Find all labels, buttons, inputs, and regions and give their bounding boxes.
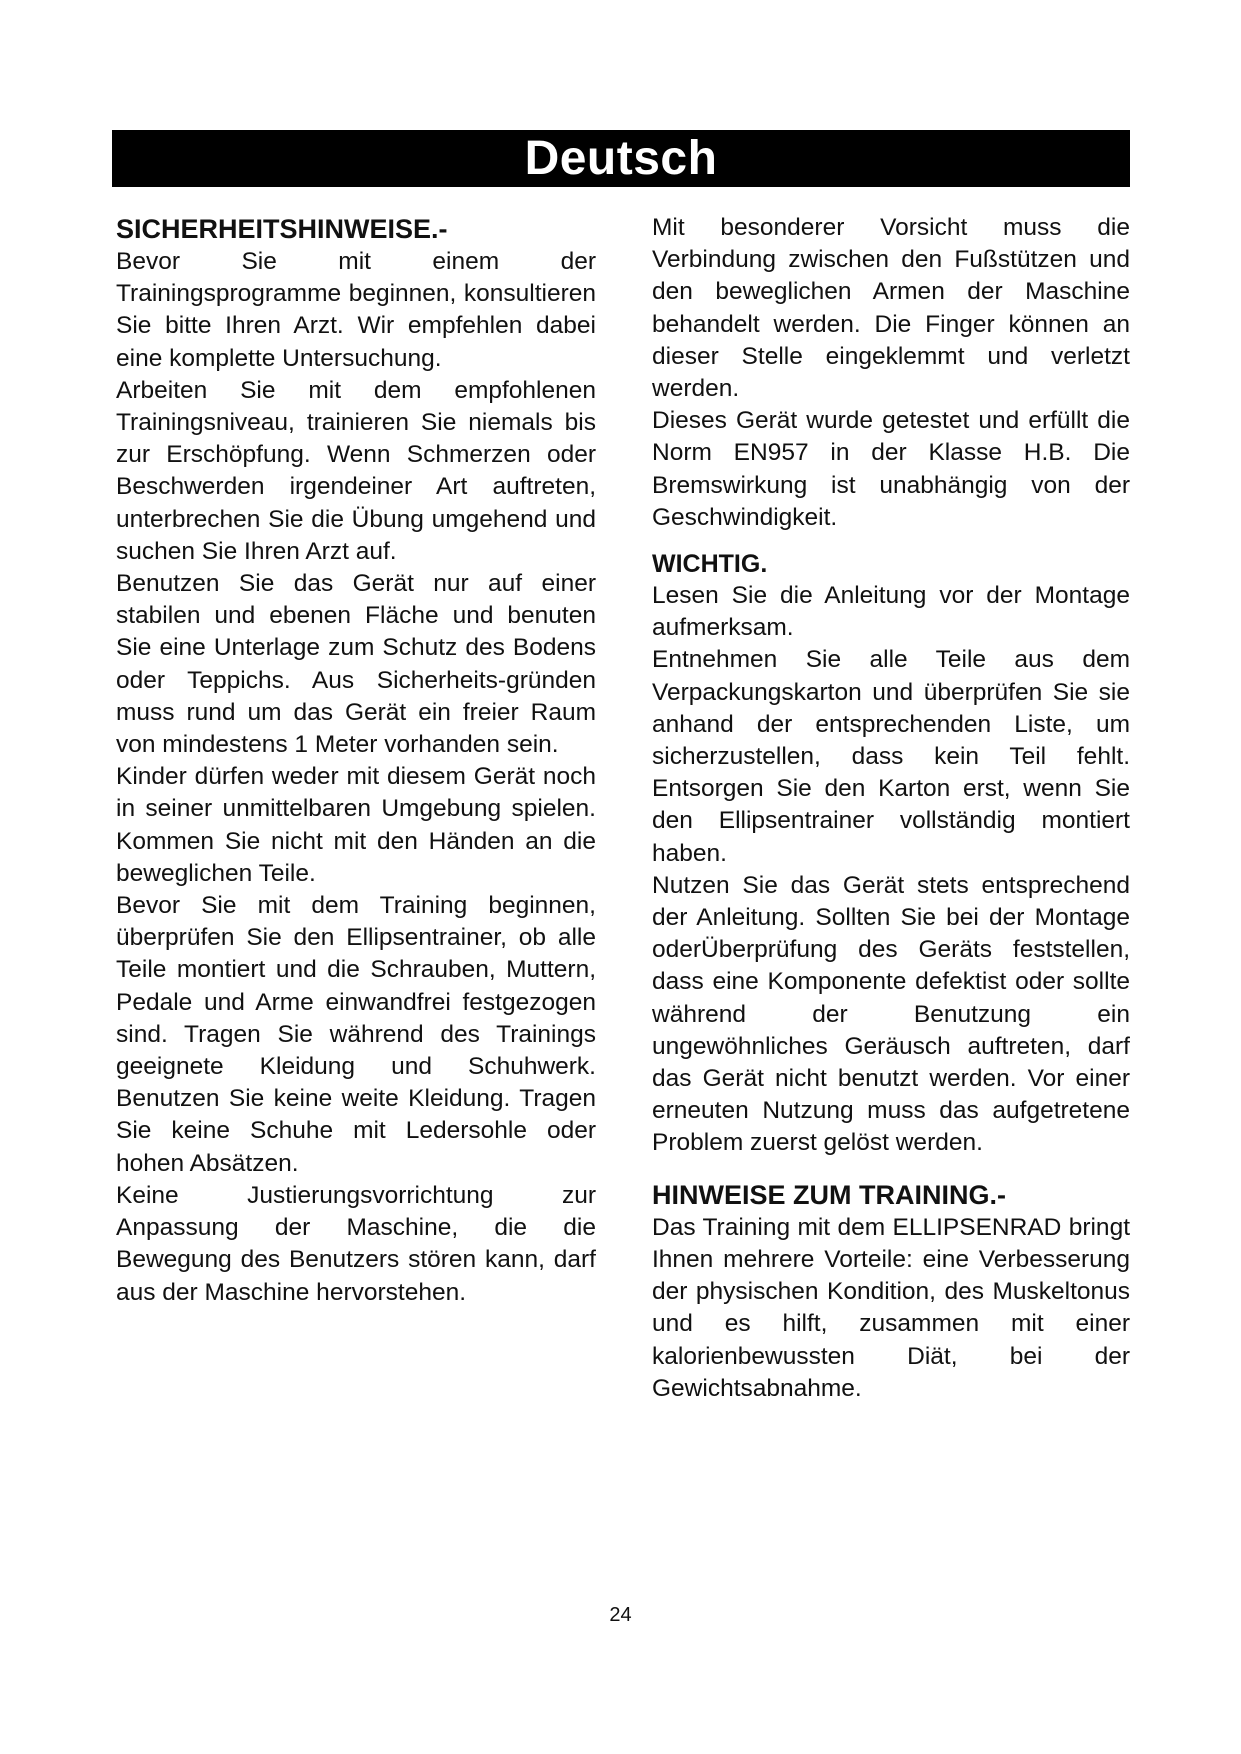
important-heading: WICHTIG. [652, 550, 768, 579]
banner-title: Deutsch [524, 132, 718, 185]
safety-paragraph: Benutzen Sie das Gerät nur auf einer stabilen und ebenen Fläche und benuten Sie eine Unterlage zum Schutz des Bodens oder Teppichs. Aus Sicherheits-gründen muss rund um das Gerät ein freier Raum von mindestens 1 Meter vorhanden sein. [116, 570, 596, 759]
important-paragraph: Entnehmen Sie alle Teile aus dem Verpackungskarton und überprüfen Sie sie anhand der entsprechenden Liste, um sicherzustellen, dass kein Teil fehlt. Entsorgen Sie den Karton erst, wenn Sie den Ellipsentrainer vollständig montiert haben. [652, 646, 1130, 867]
safety-paragraph: Bevor Sie mit einem der Trainingsprogramme beginnen, konsultieren Sie bitte Ihren Arzt. Wir empfehlen dabei eine komplette Untersuchung. [116, 248, 596, 372]
left-column [116, 212, 596, 1309]
safety-paragraph: Kinder dürfen weder mit diesem Gerät noch in seiner unmittelbaren Umgebung spielen. Kommen Sie nicht mit den Händen an die beweglichen Teile. [116, 763, 596, 887]
training-heading: HINWEISE ZUM TRAINING.- [652, 1179, 1006, 1210]
intro-paragraph: Mit besonderer Vorsicht muss die Verbindung zwischen den Fußstützen und den beweglichen Armen der Maschine behandelt werden. Die Finger können an dieser Stelle eingeklemmt und verletzt werden. [652, 214, 1130, 403]
training-paragraph: Das Training mit dem ELLIPSENRAD bringt Ihnen mehrere Vorteile: eine Verbesserung der physischen Kondition, des Muskeltonus und es hilft, zusammen mit einer kalorienbewussten Diät, bei der Gewichtsabnahme. [652, 1213, 1130, 1402]
language-banner [112, 130, 1130, 187]
safety-heading: SICHERHEITSHINWEISE.- [116, 214, 448, 244]
safety-paragraph: Bevor Sie mit dem Training beginnen, überprüfen Sie den Ellipsentrainer, ob alle Teile montiert und die Schrauben, Muttern, Pedale und Arme einwandfrei festgezogen sind. Tragen Sie während des Trainings geeignete Kleidung und Schuhwerk. Benutzen Sie keine weite Kleidung. Tragen Sie keine Schuhe mit Ledersohle oder hohen Absätzen. [116, 892, 596, 1177]
intro-paragraph: Dieses Gerät wurde getestet und erfüllt die Norm EN957 in der Klasse H.B. Die Bremswirkung ist unabhängig von der Geschwindigkeit. [652, 407, 1130, 531]
right-column [652, 212, 1130, 1405]
important-paragraph: Nutzen Sie das Gerät stets entsprechend der Anleitung. Sollten Sie bei der Montage oderÜberprüfung des Geräts feststellen, dass eine Komponente defektist oder sollte während der Benutzung ein ungewöhnliches Geräusch auftreten, darf das Gerät nicht benutzt werden. Vor einer erneuten Nutzung muss das aufgetretene Problem zuerst gelöst werden. [652, 871, 1130, 1157]
page-number: 24 [609, 1604, 632, 1626]
safety-paragraph: Arbeiten Sie mit dem empfohlenen Trainingsniveau, trainieren Sie niemals bis zur Erschöpfung. Wenn Schmerzen oder Beschwerden irgendeiner Art auftreten, unterbrechen Sie die Übung umgehend und suchen Sie Ihren Arzt auf. [116, 376, 596, 565]
important-paragraph: Lesen Sie die Anleitung vor der Montage aufmerksam. [652, 582, 1130, 642]
safety-paragraph: Keine Justierungsvorrichtung zur Anpassung der Maschine, die die Bewegung des Benutzers stören kann, darf aus der Maschine hervorstehen. [116, 1181, 596, 1306]
